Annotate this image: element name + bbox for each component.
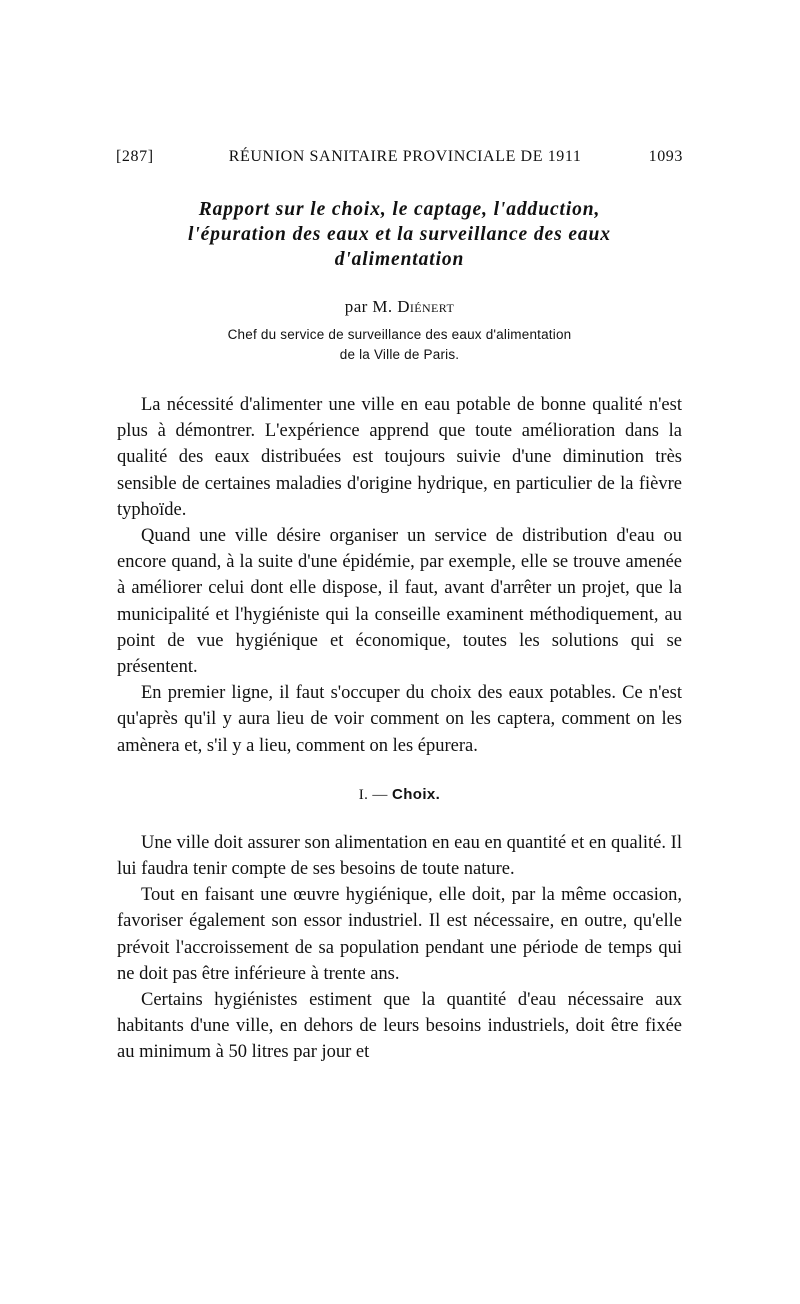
author-name: Diénert [397, 297, 455, 316]
paragraph: La nécessité d'alimenter une ville en eau potable de bonne qualité n'est plus à démontrer. L'expérience apprend que toute amélioration dans la qualité des eaux distribuées est toujours suivie d'une diminution très sensible de certaines maladies d'origine hydrique, en particulier de la fièvre typhoïde. [117, 395, 682, 520]
page-number: 1093 [648, 148, 683, 165]
byline [117, 297, 682, 317]
section-text [117, 830, 682, 1066]
paragraph: Tout en faisant une œuvre hygiénique, elle doit, par la même occasion, favoriser également son essor industriel. Il est nécessaire, en outre, qu'elle prévoit l'accroissement de sa population pendant une période de temps qui ne doit pas être inférieure à trente ans. [117, 885, 682, 984]
article-title [117, 197, 682, 272]
article-title-line: l'épuration des eaux et la surveillance des eaux [188, 224, 611, 245]
paragraph: Une ville doit assurer son alimentation en eau en quantité et en qualité. Il lui faudra tenir compte de ses besoins de toute nature. [117, 832, 682, 880]
running-header [116, 148, 683, 166]
affiliation-line: de la Ville de Paris. [339, 347, 460, 362]
paragraph: En premier ligne, il faut s'occuper du choix des eaux potables. Ce n'est qu'après qu'il y aura lieu de voir comment on les captera, comment on les amènera et, s'il y a lieu, comment on les épurera. [117, 683, 682, 756]
author-affiliation [117, 325, 682, 365]
introduction-text [117, 392, 682, 759]
section-number: I. — [358, 786, 388, 803]
book-page [117, 148, 682, 1066]
section-heading [117, 786, 682, 804]
paragraph: Certains hygiénistes estiment que la quantité d'eau nécessaire aux habitants d'une ville, en dehors de leurs besoins industriels, doit être fixée au minimum à 50 litres par jour et [117, 990, 682, 1063]
article-title-line: d'alimentation [334, 249, 465, 270]
section-title: Choix. [392, 785, 441, 803]
byline-prefix: par M. [344, 297, 393, 316]
paragraph: Quand une ville désire organiser un service de distribution d'eau ou encore quand, à la suite d'une épidémie, par exemple, elle se trouve amenée à améliorer celui dont elle dispose, il faut, avant d'arrêter un projet, que la municipalité et l'hygiéniste qui la conseille examinent méthodiquement, au point de vue hygiénique et économique, toutes les solutions qui se présentent. [117, 526, 682, 678]
affiliation-line: Chef du service de surveillance des eaux d'alimentation [227, 327, 572, 342]
running-title: RÉUNION SANITAIRE PROVINCIALE DE 1911 [228, 148, 582, 165]
page-reference: [287] [116, 148, 154, 165]
article-title-line: Rapport sur le choix, le captage, l'adduction, [198, 199, 601, 220]
